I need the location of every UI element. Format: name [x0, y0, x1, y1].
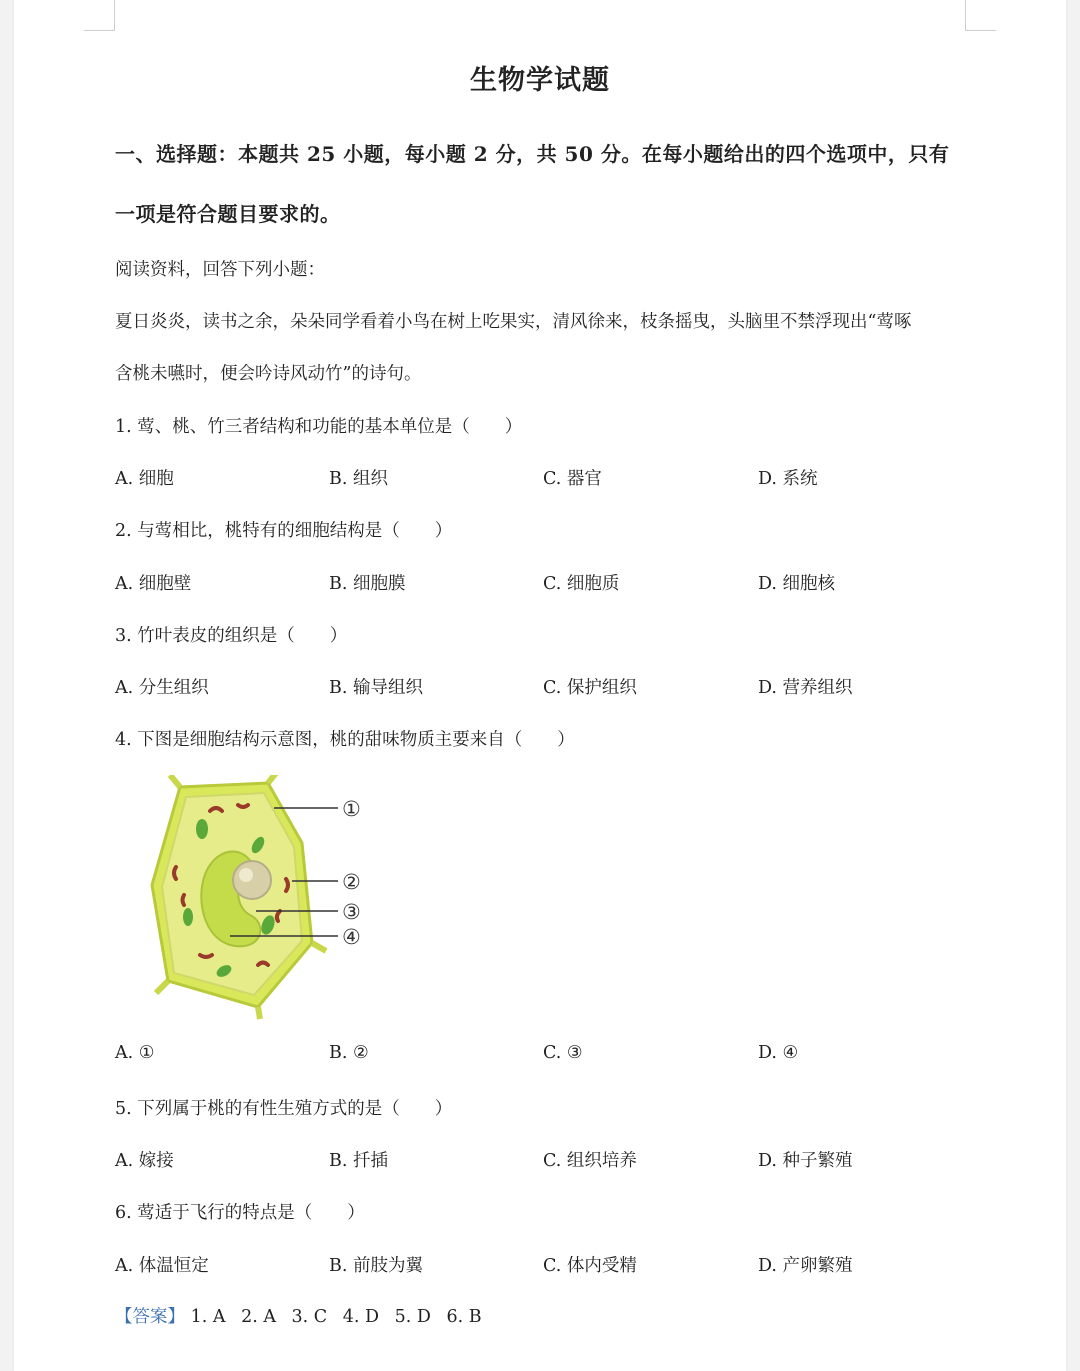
question-4-stem: 4. 下图是细胞结构示意图，桃的甜味物质主要来自（ ）: [115, 730, 575, 750]
option-d: D. 营养组织: [758, 678, 853, 698]
answer-item: 6. B: [446, 1307, 482, 1327]
option-b: B. 组织: [329, 469, 388, 489]
plant-cell-svg: [140, 775, 380, 1020]
question-5-options: [115, 1147, 975, 1173]
mitochondrion: [238, 805, 248, 807]
option-d: D. 种子繁殖: [758, 1151, 853, 1171]
answer-item: 1. A: [190, 1307, 226, 1327]
section-heading-line-2: 一项是符合题目要求的。: [115, 202, 341, 226]
option-a: A. 分生组织: [115, 678, 209, 698]
question-1-stem: 1. 莺、桃、竹三者结构和功能的基本单位是（ ）: [115, 417, 523, 437]
option-a: A. 嫁接: [115, 1151, 174, 1171]
question-3-options: [115, 674, 975, 700]
passage-line-1: 夏日炎炎，读书之余，朵朵同学看着小鸟在树上吃果实，清风徐来，枝条摇曳，头脑里不禁浮现出“莺啄: [115, 312, 912, 332]
crop-mark-top-right: [965, 0, 996, 31]
passage-line-2: 含桃未嚥时，便会吟诗风动竹”的诗句。: [115, 364, 422, 384]
mitochondrion: [183, 895, 185, 905]
option-b: B. 细胞膜: [329, 574, 406, 594]
answer-tag: 【答案】: [115, 1307, 185, 1327]
option-d: D. 产卵繁殖: [758, 1256, 853, 1276]
option-b: B. 前肢为翼: [329, 1256, 423, 1276]
question-6-options: [115, 1252, 975, 1278]
figure-label-3: ③: [342, 900, 361, 924]
page-title: 生物学试题: [470, 65, 610, 96]
question-4-options: [115, 1043, 975, 1069]
section-heading-line-1: 一、选择题：本题共 25 小题，每小题 2 分，共 50 分。在每小题给出的四个选项中，只有: [115, 142, 950, 166]
plant-cell-diagram: [140, 775, 380, 1020]
option-b: B. 扦插: [329, 1151, 388, 1171]
reading-intro: 阅读资料，回答下列小题：: [115, 260, 325, 280]
crop-mark-top-left: [84, 0, 115, 31]
question-2-options: [115, 570, 975, 596]
question-5-stem: 5. 下列属于桃的有性生殖方式的是（ ）: [115, 1099, 453, 1119]
figure-label-2: ②: [342, 870, 361, 894]
answer-item: 5. D: [394, 1307, 431, 1327]
chloroplast: [183, 908, 193, 926]
mitochondrion: [200, 955, 212, 957]
answer-key: [115, 1303, 482, 1328]
mitochondrion: [174, 867, 176, 879]
answer-item: 4. D: [342, 1307, 380, 1327]
question-1-options: [115, 465, 975, 491]
mitochondrion: [286, 879, 288, 891]
option-c: C. 细胞质: [543, 574, 620, 594]
option-a: A. ①: [115, 1043, 155, 1063]
option-a: A. 细胞壁: [115, 574, 192, 594]
chloroplast: [196, 819, 208, 839]
option-b: B. 输导组织: [329, 678, 423, 698]
option-c: C. ③: [543, 1043, 583, 1063]
answer-item: 2. A: [241, 1307, 276, 1327]
question-2-stem: 2. 与莺相比，桃特有的细胞结构是（ ）: [115, 521, 453, 541]
answer-item: 3. C: [291, 1307, 328, 1327]
option-c: C. 器官: [543, 469, 602, 489]
question-3-stem: 3. 竹叶表皮的组织是（ ）: [115, 626, 348, 646]
option-c: C. 组织培养: [543, 1151, 637, 1171]
nucleus: [233, 861, 271, 899]
option-c: C. 体内受精: [543, 1256, 637, 1276]
option-a: A. 细胞: [115, 469, 174, 489]
question-6-stem: 6. 莺适于飞行的特点是（ ）: [115, 1203, 365, 1223]
figure-label-1: ①: [342, 797, 361, 821]
option-d: D. 系统: [758, 469, 818, 489]
figure-label-4: ④: [342, 925, 361, 949]
option-c: C. 保护组织: [543, 678, 637, 698]
option-a: A. 体温恒定: [115, 1256, 209, 1276]
option-d: D. 细胞核: [758, 574, 836, 594]
option-d: D. ④: [758, 1043, 799, 1063]
option-b: B. ②: [329, 1043, 369, 1063]
